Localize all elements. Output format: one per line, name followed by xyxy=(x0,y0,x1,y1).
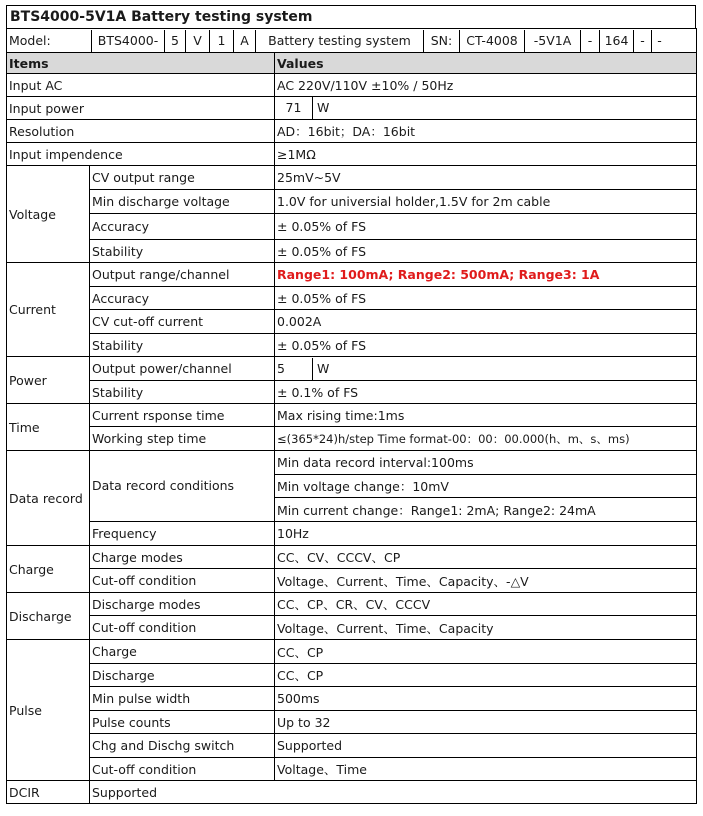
table-row xyxy=(7,287,697,310)
row-label: Pulse counts xyxy=(90,711,275,734)
sn-part: CT-4008 xyxy=(460,30,525,52)
row-value: Supported xyxy=(90,781,697,804)
table-row xyxy=(7,616,697,640)
model-part: 1 xyxy=(210,30,234,52)
row-label: Resolution xyxy=(7,120,275,143)
row-label: Min discharge voltage xyxy=(90,190,275,214)
row-value: CC、CP、CR、CV、CCCV xyxy=(275,593,697,616)
table-row xyxy=(7,451,697,475)
row-label: Discharge modes xyxy=(90,593,275,616)
row-unit: W xyxy=(317,100,330,115)
row-label: Input power xyxy=(7,97,275,120)
group-label: Time xyxy=(7,404,90,451)
model-part: 5 xyxy=(165,30,186,52)
row-value: 0.002A xyxy=(275,310,697,334)
row-label: Accuracy xyxy=(90,214,275,240)
items-header: Items xyxy=(7,53,275,74)
group-label: Voltage xyxy=(7,166,90,263)
row-label: Output power/channel xyxy=(90,357,275,381)
table-row xyxy=(7,381,697,404)
row-value: CC、CP xyxy=(275,640,697,664)
table-row xyxy=(7,404,697,427)
row-label: Output range/channel xyxy=(90,263,275,287)
group-label: Pulse xyxy=(7,640,90,781)
table-row xyxy=(7,569,697,593)
table-row xyxy=(7,711,697,734)
row-value: 25mV~5V xyxy=(275,166,697,190)
table-row xyxy=(7,593,697,616)
group-label: Current xyxy=(7,263,90,357)
header-row xyxy=(7,53,697,74)
row-value: ± 0.05% of FS xyxy=(275,334,697,357)
sn-part: -5V1A xyxy=(525,30,581,52)
sn-part: 164 xyxy=(600,30,634,52)
row-value: AC 220V/110V ±10% / 50Hz xyxy=(275,74,697,97)
model-row xyxy=(7,29,697,53)
table-row xyxy=(7,664,697,687)
table-row xyxy=(7,74,697,97)
row-value: CC、CV、CCCV、CP xyxy=(275,546,697,569)
row-value: ± 0.1% of FS xyxy=(275,381,697,404)
row-label: Current rsponse time xyxy=(90,404,275,427)
row-label: CV cut-off current xyxy=(90,310,275,334)
row-label: Input AC xyxy=(7,74,275,97)
row-value: 10Hz xyxy=(275,522,697,546)
row-value: 1.0V for universial holder,1.5V for 2m cable xyxy=(275,190,697,214)
row-value: Min voltage change：10mV xyxy=(275,475,697,498)
table-row xyxy=(7,546,697,569)
row-value: Min data record interval:100ms xyxy=(275,451,697,475)
row-label: Min pulse width xyxy=(90,687,275,711)
table-row xyxy=(7,522,697,546)
table-row xyxy=(7,214,697,240)
sn-part: - xyxy=(657,32,662,48)
row-unit: W xyxy=(317,360,330,376)
row-value: ± 0.05% of FS xyxy=(275,287,697,310)
table-row xyxy=(7,334,697,357)
row-value: Supported xyxy=(275,734,697,758)
group-label: Power xyxy=(7,357,90,404)
row-label: Data record conditions xyxy=(90,451,275,522)
row-label: Charge modes xyxy=(90,546,275,569)
row-value: 5 xyxy=(275,358,313,380)
model-label: Model: xyxy=(7,30,92,52)
table-row xyxy=(7,640,697,664)
model-description: Battery testing system xyxy=(256,30,424,52)
row-label: Cut-off condition xyxy=(90,758,275,781)
table-row xyxy=(7,734,697,758)
table-row xyxy=(7,310,697,334)
row-value: Range1: 100mA; Range2: 500mA; Range3: 1A xyxy=(275,263,697,287)
table-row xyxy=(7,427,697,451)
group-label: DCIR xyxy=(7,781,90,804)
table-row xyxy=(7,357,697,381)
row-value: ≥1MΩ xyxy=(275,143,697,166)
row-label: Working step time xyxy=(90,427,275,451)
group-label: Data record xyxy=(7,451,90,546)
row-label: Chg and Dischg switch xyxy=(90,734,275,758)
row-value: 71 xyxy=(275,97,313,119)
table-row xyxy=(7,143,697,166)
table-row xyxy=(7,240,697,263)
row-label: Charge xyxy=(90,640,275,664)
row-value: 500ms xyxy=(275,687,697,711)
spec-sheet xyxy=(6,5,696,804)
table-row xyxy=(7,781,697,804)
row-value: Voltage、Current、Time、Capacity xyxy=(275,616,697,640)
row-value: Voltage、Time xyxy=(275,758,697,781)
row-label: Stability xyxy=(90,381,275,404)
row-label: Cut-off condition xyxy=(90,616,275,640)
row-value: ± 0.05% of FS xyxy=(275,214,697,240)
table-row xyxy=(7,166,697,190)
row-label: Frequency xyxy=(90,522,275,546)
model-part: BTS4000- xyxy=(92,30,165,52)
spec-table xyxy=(6,28,697,804)
row-value: Min current change：Range1: 2mA; Range2: 24mA xyxy=(275,498,697,522)
row-label: CV output range xyxy=(90,166,275,190)
row-value: Max rising time:1ms xyxy=(275,404,697,427)
row-value: AD：16bit；DA：16bit xyxy=(275,120,697,143)
row-label: Discharge xyxy=(90,664,275,687)
row-label: Accuracy xyxy=(90,287,275,310)
table-row xyxy=(7,758,697,781)
group-label: Discharge xyxy=(7,593,90,640)
row-label: Stability xyxy=(90,334,275,357)
table-row xyxy=(7,263,697,287)
row-label: Input impendence xyxy=(7,143,275,166)
table-row xyxy=(7,120,697,143)
row-label: Stability xyxy=(90,240,275,263)
row-value: ≤(365*24)h/step Time format-00：00：00.000(h、m、s、ms) xyxy=(275,427,697,451)
page-title: BTS4000-5V1A Battery testing system xyxy=(6,5,696,28)
sn-part: - xyxy=(634,30,652,52)
row-value: Voltage、Current、Time、Capacity、-△V xyxy=(275,569,697,593)
table-row xyxy=(7,687,697,711)
values-header: Values xyxy=(275,53,697,74)
model-part: V xyxy=(186,30,210,52)
table-row xyxy=(7,97,697,120)
sn-label: SN: xyxy=(424,30,460,52)
row-value: ± 0.05% of FS xyxy=(275,240,697,263)
row-label: Cut-off condition xyxy=(90,569,275,593)
table-row xyxy=(7,190,697,214)
model-part: A xyxy=(234,30,256,52)
row-value: Up to 32 xyxy=(275,711,697,734)
row-value: CC、CP xyxy=(275,664,697,687)
sn-part: - xyxy=(581,30,600,52)
group-label: Charge xyxy=(7,546,90,593)
